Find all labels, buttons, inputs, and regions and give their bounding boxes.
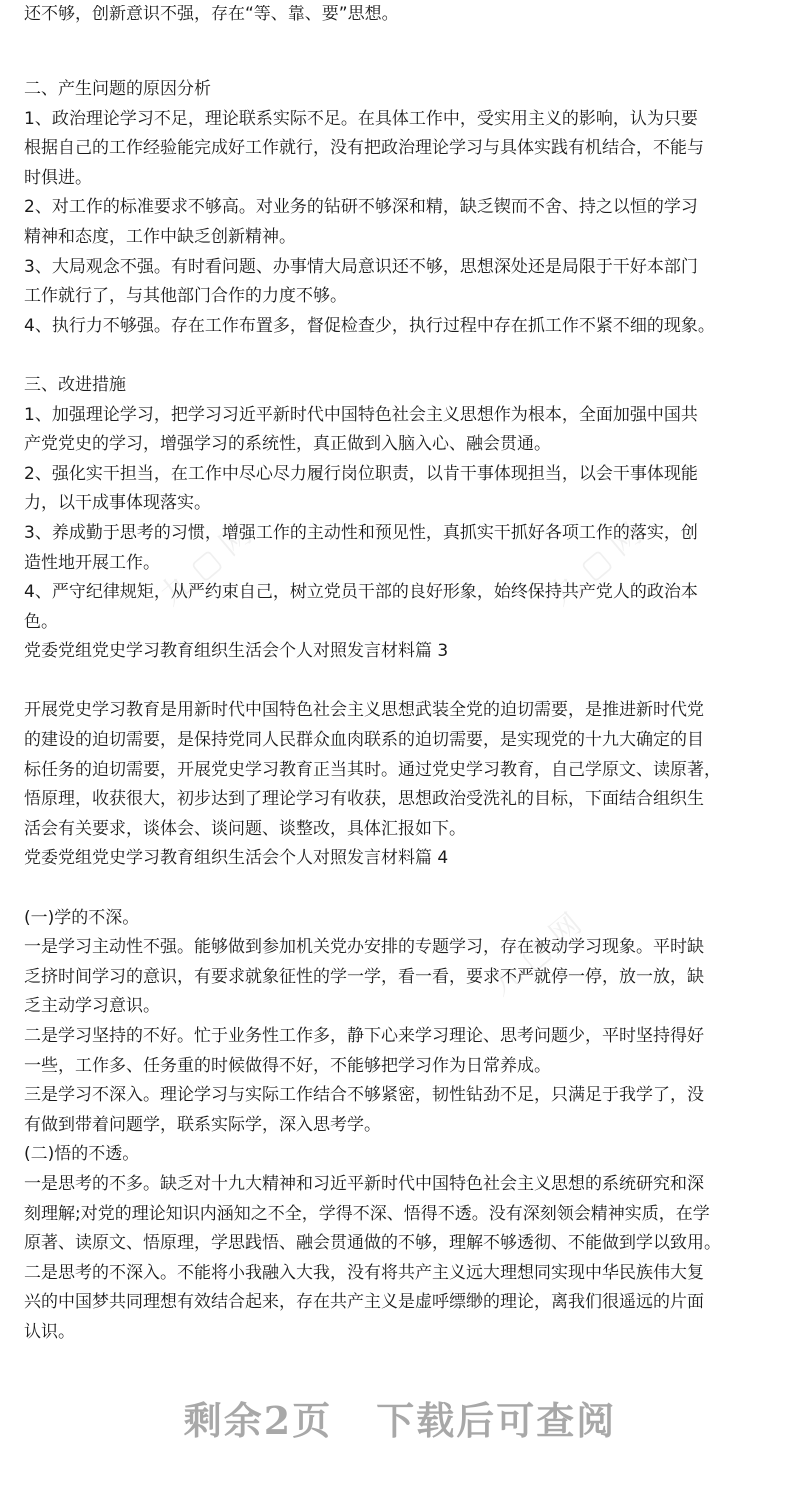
paragraph-line: 三是学习不深入。理论学习与实际工作结合不够紧密，韧性钻劲不足，只满足于我学了，没 xyxy=(24,1085,704,1106)
watermark: 九 ▢ 网 xyxy=(543,516,649,613)
paragraph-line: 1、加强理论学习，把学习习近平新时代中国特色社会主义思想作为根本，全面加强中国共 xyxy=(24,404,698,425)
paragraph-line: 悟原理，收获很大，初步达到了理论学习有收获，思想政治受洗礼的目标，下面结合组织生 xyxy=(24,789,704,810)
paragraph-line: 3、大局观念不强。有时看问题、办事情大局意识还不够，思想深处还是局限于干好本部门 xyxy=(24,256,698,277)
watermark: 九 ▢ 网 xyxy=(483,906,589,1003)
paragraph-line: 标任务的迫切需要，开展党史学习教育正当其时。通过党史学习教育，自己学原文、读原著， xyxy=(24,759,721,780)
paragraph-line: 4、执行力不够强。存在工作布置多，督促检查少，执行过程中存在抓工作不紧不细的现象。 xyxy=(24,315,715,336)
paragraph-line: 根据自己的工作经验能完成好工作就行，没有把政治理论学习与具体实践有机结合，不能与 xyxy=(24,138,704,159)
article-title-4: 党委党组党史学习教育组织生活会个人对照发言材料篇 4 xyxy=(24,848,449,869)
paragraph-line: 二是思考的不深入。不能将小我融入大我，没有将共产主义远大理想同实现中华民族伟大复 xyxy=(24,1262,704,1283)
paragraph-line: 刻理解;对党的理论知识内涵知之不全，学得不深、悟得不透。没有深刻领会精神实质，在学 xyxy=(24,1203,710,1224)
download-prompt-text: 下载后可查阅 xyxy=(376,1398,617,1443)
document-body xyxy=(24,0,780,1348)
paragraph-line: 1、政治理论学习不足，理论联系实际不足。在具体工作中，受实用主义的影响，认为只要 xyxy=(24,108,698,129)
paragraph-line: 时俱进。 xyxy=(24,167,92,188)
remaining-pages-text: 剩余2页 xyxy=(183,1398,333,1443)
paragraph-line: 色。 xyxy=(24,611,58,632)
watermark: 九 ▢ 网 xyxy=(153,516,259,613)
paragraph-line: 乏挤时间学习的意识，有要求就象征性的学一学，看一看，要求不严就停一停，放一放，缺 xyxy=(24,966,704,987)
paragraph-line: 一是思考的不多。缺乏对十九大精神和习近平新时代中国特色社会主义思想的系统研究和深 xyxy=(24,1173,704,1194)
paragraph-line: 力，以干成事体现落实。 xyxy=(24,493,211,514)
paragraph-line: 二是学习坚持的不好。忙于业务性工作多，静下心来学习理论、思考问题少，平时坚持得好 xyxy=(24,1026,704,1046)
paragraph-line: 4、严守纪律规矩，从严约束自己，树立党员干部的良好形象，始终保持共产党人的政治本 xyxy=(24,582,698,603)
paragraph-line: 乏主动学习意识。 xyxy=(24,996,160,1017)
section-heading-measures: 三、改进措施 xyxy=(24,374,126,395)
paragraph-line: 精神和态度，工作中缺乏创新精神。 xyxy=(24,226,296,247)
paragraph-line: 2、对工作的标准要求不够高。对业务的钻研不够深和精，缺乏锲而不舍、持之以恒的学习 xyxy=(24,197,698,218)
subsection-heading-learning: (一)学的不深。 xyxy=(24,907,140,928)
paragraph-line: 兴的中国梦共同理想有效结合起来，存在共产主义是虚呼缥缈的理论，离我们很遥远的片面 xyxy=(24,1292,704,1313)
paragraph-line: 开展党史学习教育是用新时代中国特色社会主义思想武装全党的迫切需要，是推进新时代党 xyxy=(24,700,704,721)
paragraph-line: 一是学习主动性不强。能够做到参加机关党办安排的专题学习，存在被动学习现象。平时缺 xyxy=(24,937,704,958)
paragraph-line: 认识。 xyxy=(24,1321,75,1342)
paragraph-line: 有做到带着问题学，联系实际学，深入思考学。 xyxy=(24,1114,381,1135)
paragraph-line: 一些，工作多、任务重的时候做得不好，不能够把学习作为日常养成。 xyxy=(24,1055,551,1076)
paragraph-line: 的建设的迫切需要，是保持党同人民群众血肉联系的迫切需要，是实现党的十九大确定的目 xyxy=(24,730,704,751)
subsection-heading-understanding: (二)悟的不透。 xyxy=(24,1144,140,1165)
paragraph-line: 原著、读原文、悟原理，学思践悟、融会贯通做的不够，理解不够透彻、不能做到学以致用。 xyxy=(24,1233,721,1254)
article-title-3: 党委党组党史学习教育组织生活会个人对照发言材料篇 3 xyxy=(24,641,449,662)
intro-tail-line: 还不够，创新意识不强，存在“等、靠、要”思想。 xyxy=(24,5,399,23)
paragraph-line: 造性地开展工作。 xyxy=(24,552,160,573)
paragraph-line: 产党党史的学习，增强学习的系统性，真正做到入脑入心、融会贯通。 xyxy=(24,434,551,455)
paragraph-line: 2、强化实干担当，在工作中尽心尽力履行岗位职责，以肯干事体现担当，以会干事体现能 xyxy=(24,463,698,484)
paragraph-line: 工作就行了，与其他部门合作的力度不够。 xyxy=(24,286,347,307)
download-banner[interactable] xyxy=(0,1390,800,1450)
paragraph-line: 活会有关要求，谈体会、谈问题、谈整改，具体汇报如下。 xyxy=(24,818,466,839)
section-heading-causes: 二、产生问题的原因分析 xyxy=(24,79,211,99)
paragraph-line: 3、养成勤于思考的习惯，增强工作的主动性和预见性，真抓实干抓好各项工作的落实，创 xyxy=(24,522,698,543)
